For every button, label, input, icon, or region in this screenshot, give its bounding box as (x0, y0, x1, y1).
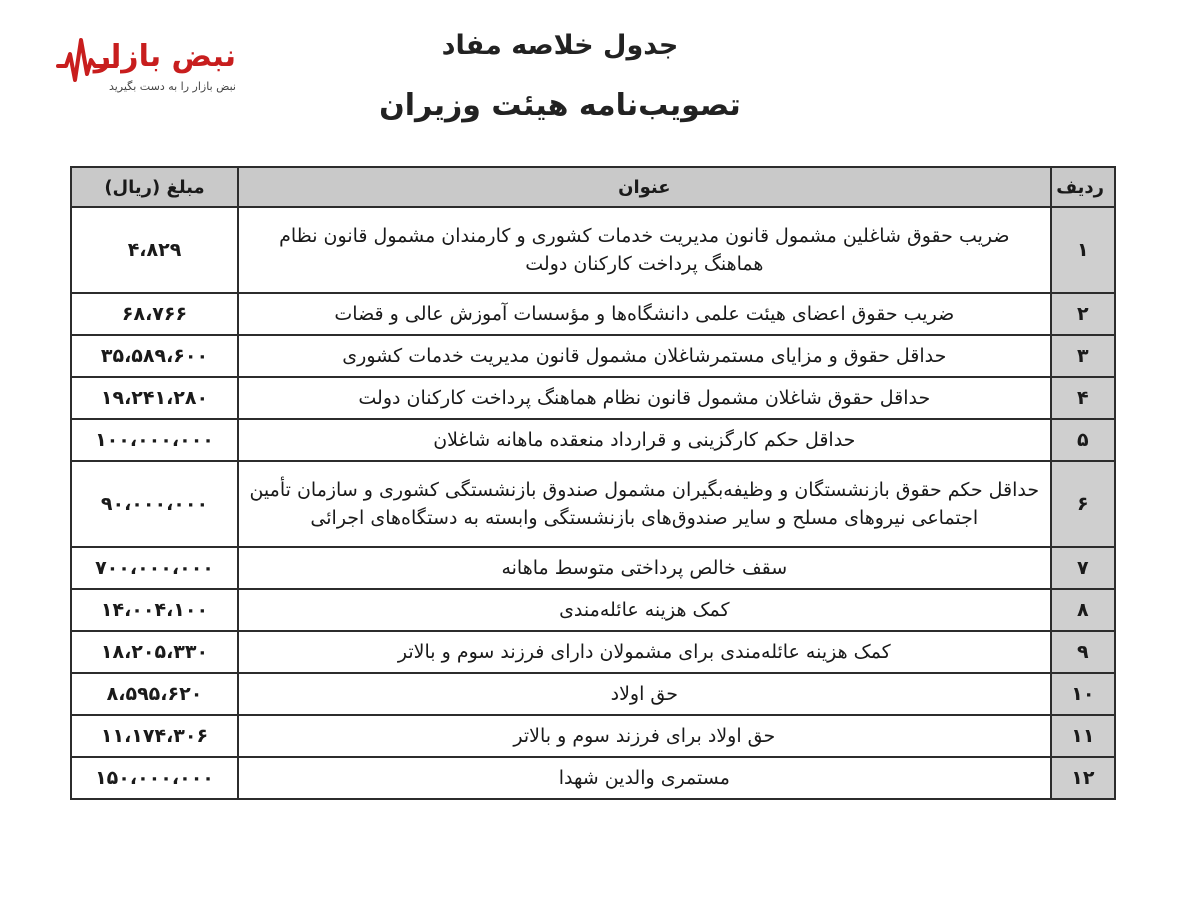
header-amount: مبلغ (ریال) (71, 167, 238, 207)
row-title: ضریب حقوق اعضای هیئت علمی دانشگاه‌ها و مؤسسات آموزش عالی و قضات (238, 293, 1051, 335)
table-row (71, 335, 1115, 377)
table-row (71, 673, 1115, 715)
row-amount: ۱۱،۱۷۴،۳۰۶ (71, 715, 238, 757)
row-title: حداقل حکم کارگزینی و قرارداد منعقده ماهانه شاغلان (238, 419, 1051, 461)
table-row (71, 293, 1115, 335)
brand-name: نبض بازار (93, 39, 236, 74)
row-number: ۷ (1051, 547, 1115, 589)
row-title: حق اولاد برای فرزند سوم و بالاتر (238, 715, 1051, 757)
row-title: حداقل حکم حقوق بازنشستگان و وظیفه‌بگیران مشمول صندوق بازنشستگی کشوری و سازمان تأمین اجتماعی نیروهای مسلح و سایر صندوق‌های بازنشستگی وابسته به دستگاه‌های اجرائی (238, 461, 1051, 547)
row-number: ۵ (1051, 419, 1115, 461)
page-subtitle: تصویب‌نامه هیئت وزیران (379, 88, 741, 123)
row-number: ۲ (1051, 293, 1115, 335)
row-amount: ۸،۵۹۵،۶۲۰ (71, 673, 238, 715)
row-title: حداقل حقوق و مزایای مستمرشاغلان مشمول قانون مدیریت خدمات کشوری (238, 335, 1051, 377)
row-title: سقف خالص پرداختی متوسط ماهانه (238, 547, 1051, 589)
table-row (71, 631, 1115, 673)
row-amount: ۱۴،۰۰۴،۱۰۰ (71, 589, 238, 631)
row-number: ۱۱ (1051, 715, 1115, 757)
row-number: ۹ (1051, 631, 1115, 673)
table-row (71, 715, 1115, 757)
header-row-number: ردیف (1051, 167, 1115, 207)
row-title: ضریب حقوق شاغلین مشمول قانون مدیریت خدمات کشوری و کارمندان مشمول قانون نظام هماهنگ پرداخت کارکنان دولت (238, 207, 1051, 293)
row-title: مستمری والدین شهدا (238, 757, 1051, 799)
row-number: ۸ (1051, 589, 1115, 631)
page-title: جدول خلاصه مفاد (441, 30, 679, 61)
row-amount: ۴،۸۲۹ (71, 207, 238, 293)
table-row (71, 207, 1115, 293)
table-row (71, 377, 1115, 419)
row-amount: ۱۹،۲۴۱،۲۸۰ (71, 377, 238, 419)
row-amount: ۱۵۰،۰۰۰،۰۰۰ (71, 757, 238, 799)
row-title: حداقل حقوق شاغلان مشمول قانون نظام هماهنگ پرداخت کارکنان دولت (238, 377, 1051, 419)
row-number: ۴ (1051, 377, 1115, 419)
row-title: حق اولاد (238, 673, 1051, 715)
row-amount: ۳۵،۵۸۹،۶۰۰ (71, 335, 238, 377)
row-number: ۶ (1051, 461, 1115, 547)
table-row (71, 461, 1115, 547)
row-amount: ۹۰،۰۰۰،۰۰۰ (71, 461, 238, 547)
table-row (71, 547, 1115, 589)
row-number: ۱۰ (1051, 673, 1115, 715)
brand-tagline: نبض بازار را به دست بگیرید (108, 80, 236, 93)
header-title: عنوان (238, 167, 1051, 207)
row-title: کمک هزینه عائله‌مندی برای مشمولان دارای فرزند سوم و بالاتر (238, 631, 1051, 673)
row-number: ۳ (1051, 335, 1115, 377)
row-amount: ۱۸،۲۰۵،۳۳۰ (71, 631, 238, 673)
summary-table (70, 166, 1116, 800)
table-row (71, 757, 1115, 799)
row-title: کمک هزینه عائله‌مندی (238, 589, 1051, 631)
table-row (71, 589, 1115, 631)
row-amount: ۷۰۰،۰۰۰،۰۰۰ (71, 547, 238, 589)
row-number: ۱۲ (1051, 757, 1115, 799)
table-header-row (71, 167, 1115, 207)
row-amount: ۶۸،۷۶۶ (71, 293, 238, 335)
row-amount: ۱۰۰،۰۰۰،۰۰۰ (71, 419, 238, 461)
table-row (71, 419, 1115, 461)
row-number: ۱ (1051, 207, 1115, 293)
